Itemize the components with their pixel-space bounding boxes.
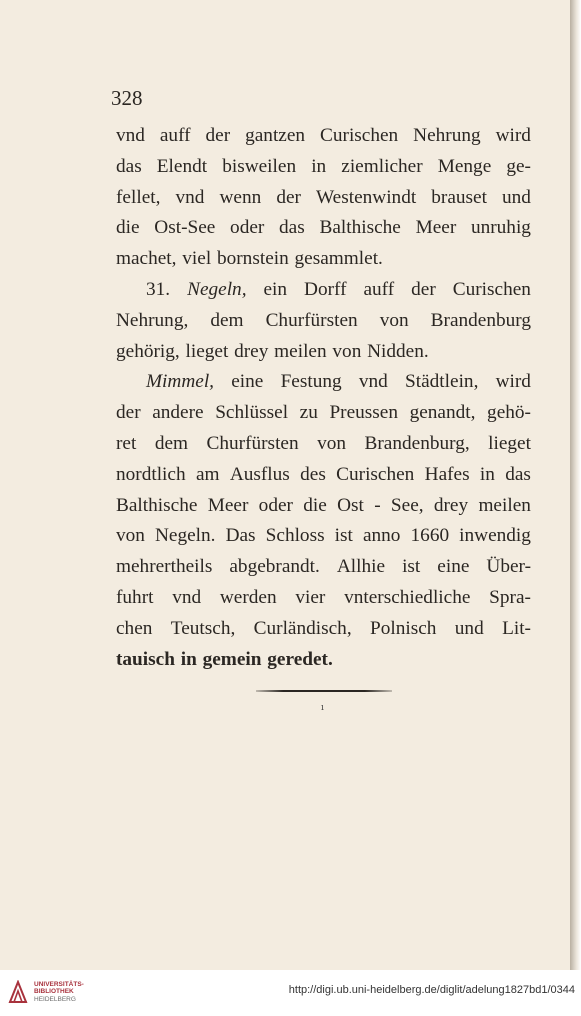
word: ziemlicher xyxy=(341,155,423,177)
word: des xyxy=(300,463,326,485)
word: Curischen xyxy=(336,463,415,485)
word: in xyxy=(479,463,495,485)
word: oder xyxy=(258,494,293,516)
word: zu xyxy=(299,402,318,424)
word: am xyxy=(195,463,220,485)
word: geredet. xyxy=(267,648,333,670)
word: fuhrt xyxy=(116,586,154,608)
rule-ornament: ı xyxy=(321,703,324,713)
word: in xyxy=(180,648,197,670)
text-line xyxy=(116,121,531,152)
word: vnd xyxy=(116,125,145,146)
word: Meer xyxy=(207,494,249,516)
word: Das xyxy=(225,525,256,547)
word: der xyxy=(116,402,141,424)
word: Schlüssel xyxy=(215,402,289,424)
word: vnterschiedliche xyxy=(344,586,471,608)
word: Negeln. xyxy=(155,525,216,547)
text-line xyxy=(116,183,531,214)
logo-text xyxy=(34,981,84,1004)
word: das xyxy=(279,217,305,239)
word: Ausflus xyxy=(229,463,290,485)
word: meilen xyxy=(478,494,531,516)
word: das xyxy=(505,463,531,485)
word: Nidden. xyxy=(367,340,429,362)
word: Festung xyxy=(280,371,342,393)
word: Über- xyxy=(486,556,531,578)
word: Ost xyxy=(337,494,364,516)
word: vier xyxy=(295,586,326,608)
word: Westenwindt xyxy=(316,186,417,208)
word: Polnisch xyxy=(370,617,437,639)
place-name: Mimmel, xyxy=(146,371,215,393)
word: dem xyxy=(210,309,244,331)
word: und xyxy=(454,617,484,639)
word: Curländisch, xyxy=(253,617,352,639)
word: 31. xyxy=(146,278,171,300)
text-line xyxy=(116,552,531,583)
word: Meer xyxy=(415,217,457,239)
word: Lit- xyxy=(502,617,531,639)
word: andere xyxy=(152,402,204,424)
word: brauset xyxy=(431,186,487,208)
word: der xyxy=(205,125,231,146)
text-line xyxy=(116,306,531,337)
word: die xyxy=(116,217,140,239)
word: bornstein xyxy=(216,248,289,270)
word: See, xyxy=(390,494,424,516)
end-rule xyxy=(256,690,392,692)
word: mehrertheils xyxy=(116,556,213,578)
text-line xyxy=(116,244,531,275)
word: machet, xyxy=(116,248,177,270)
text-line xyxy=(116,460,531,491)
word: Schloss xyxy=(265,525,325,547)
word: wird xyxy=(495,371,531,393)
word: Elendt xyxy=(156,155,208,177)
word: ret xyxy=(116,432,137,454)
text-line xyxy=(116,367,531,398)
word: von xyxy=(317,432,347,454)
word: und xyxy=(502,186,531,208)
text-line xyxy=(116,152,531,183)
word: die xyxy=(303,494,327,516)
word: von xyxy=(116,525,145,547)
word: von xyxy=(379,309,409,331)
word: dem xyxy=(154,432,189,454)
word: - xyxy=(374,494,381,516)
word: auff xyxy=(363,278,395,300)
place-name: Negeln, xyxy=(187,278,247,300)
logo-line: UNIVERSITÄTS- xyxy=(34,980,84,988)
word: fellet, xyxy=(116,186,161,208)
text-line xyxy=(116,398,531,429)
word: ist xyxy=(334,525,353,547)
word: werden xyxy=(219,586,277,608)
library-seal-icon xyxy=(8,980,28,1004)
word: der xyxy=(411,278,436,300)
word: wird xyxy=(495,125,531,146)
word: der xyxy=(276,186,301,208)
word: Curischen xyxy=(452,278,531,300)
text-line xyxy=(116,645,531,676)
text-line xyxy=(116,614,531,645)
word: Teutsch, xyxy=(170,617,236,639)
text-line xyxy=(116,583,531,614)
word: in xyxy=(311,155,327,177)
word: gemein xyxy=(202,648,262,670)
word: eine xyxy=(231,371,264,393)
source-url[interactable]: http://digi.ub.uni-heidelberg.de/diglit/adelung1827bd1/0344 xyxy=(288,984,575,996)
word: Spra- xyxy=(489,586,531,608)
word: wenn xyxy=(219,186,262,208)
word: Brandenburg, xyxy=(364,432,470,454)
footer xyxy=(0,970,581,1016)
word: gesammlet. xyxy=(294,248,383,270)
word: gantzen xyxy=(245,125,306,146)
word: chen xyxy=(116,617,153,639)
body-text xyxy=(116,121,531,675)
word: drey xyxy=(433,494,469,516)
text-line xyxy=(116,491,531,522)
word: eine xyxy=(437,556,470,578)
text-line xyxy=(116,521,531,552)
word: Menge xyxy=(437,155,492,177)
word: ein xyxy=(263,278,288,300)
word: ge- xyxy=(506,155,531,177)
word: tauisch xyxy=(116,648,175,670)
word: Preussen xyxy=(329,402,398,424)
word: ist xyxy=(402,556,421,578)
text-line xyxy=(116,275,531,306)
word: Allhie xyxy=(336,556,386,578)
logo-line: BIBLIOTHEK xyxy=(34,988,74,996)
word: viel xyxy=(182,248,212,270)
word: drey xyxy=(234,340,269,362)
word: bisweilen xyxy=(222,155,297,177)
word: von xyxy=(332,340,362,362)
word: anno xyxy=(362,525,401,547)
word: gehö- xyxy=(487,402,531,424)
word: gehörig, xyxy=(116,340,180,362)
page-number: 328 xyxy=(111,86,143,110)
text-line xyxy=(116,337,531,368)
word: Balthische xyxy=(116,494,198,516)
word: lieget xyxy=(488,432,531,454)
word: nordtlich xyxy=(116,463,186,485)
word: meilen xyxy=(274,340,327,362)
word: Balthische xyxy=(319,217,401,239)
word: Nehrung xyxy=(413,125,481,146)
word: vnd xyxy=(172,586,202,608)
word: Churfürsten xyxy=(265,309,358,331)
page-edge xyxy=(570,0,581,970)
word: Curischen xyxy=(320,125,399,146)
word: Nehrung, xyxy=(116,309,189,331)
word: oder xyxy=(230,217,265,239)
word: vnd xyxy=(175,186,205,208)
logo-line: HEIDELBERG xyxy=(34,995,76,1003)
word: Dorff xyxy=(304,278,347,300)
word: abgebrandt. xyxy=(229,556,320,578)
word: Städtlein, xyxy=(405,371,479,393)
word: auff xyxy=(159,125,191,146)
word: vnd xyxy=(358,371,388,393)
text-line xyxy=(116,429,531,460)
word: Hafes xyxy=(424,463,470,485)
library-logo[interactable] xyxy=(8,980,84,1004)
word: 1660 xyxy=(410,525,450,547)
word: Brandenburg xyxy=(430,309,531,331)
word: lieget xyxy=(185,340,229,362)
word: inwendig xyxy=(459,525,531,547)
text-line xyxy=(116,213,531,244)
word: unruhig xyxy=(470,217,531,239)
word: Ost-See xyxy=(154,217,216,239)
word: genandt, xyxy=(409,402,476,424)
word: das xyxy=(116,155,142,177)
word: Churfürsten xyxy=(206,432,299,454)
